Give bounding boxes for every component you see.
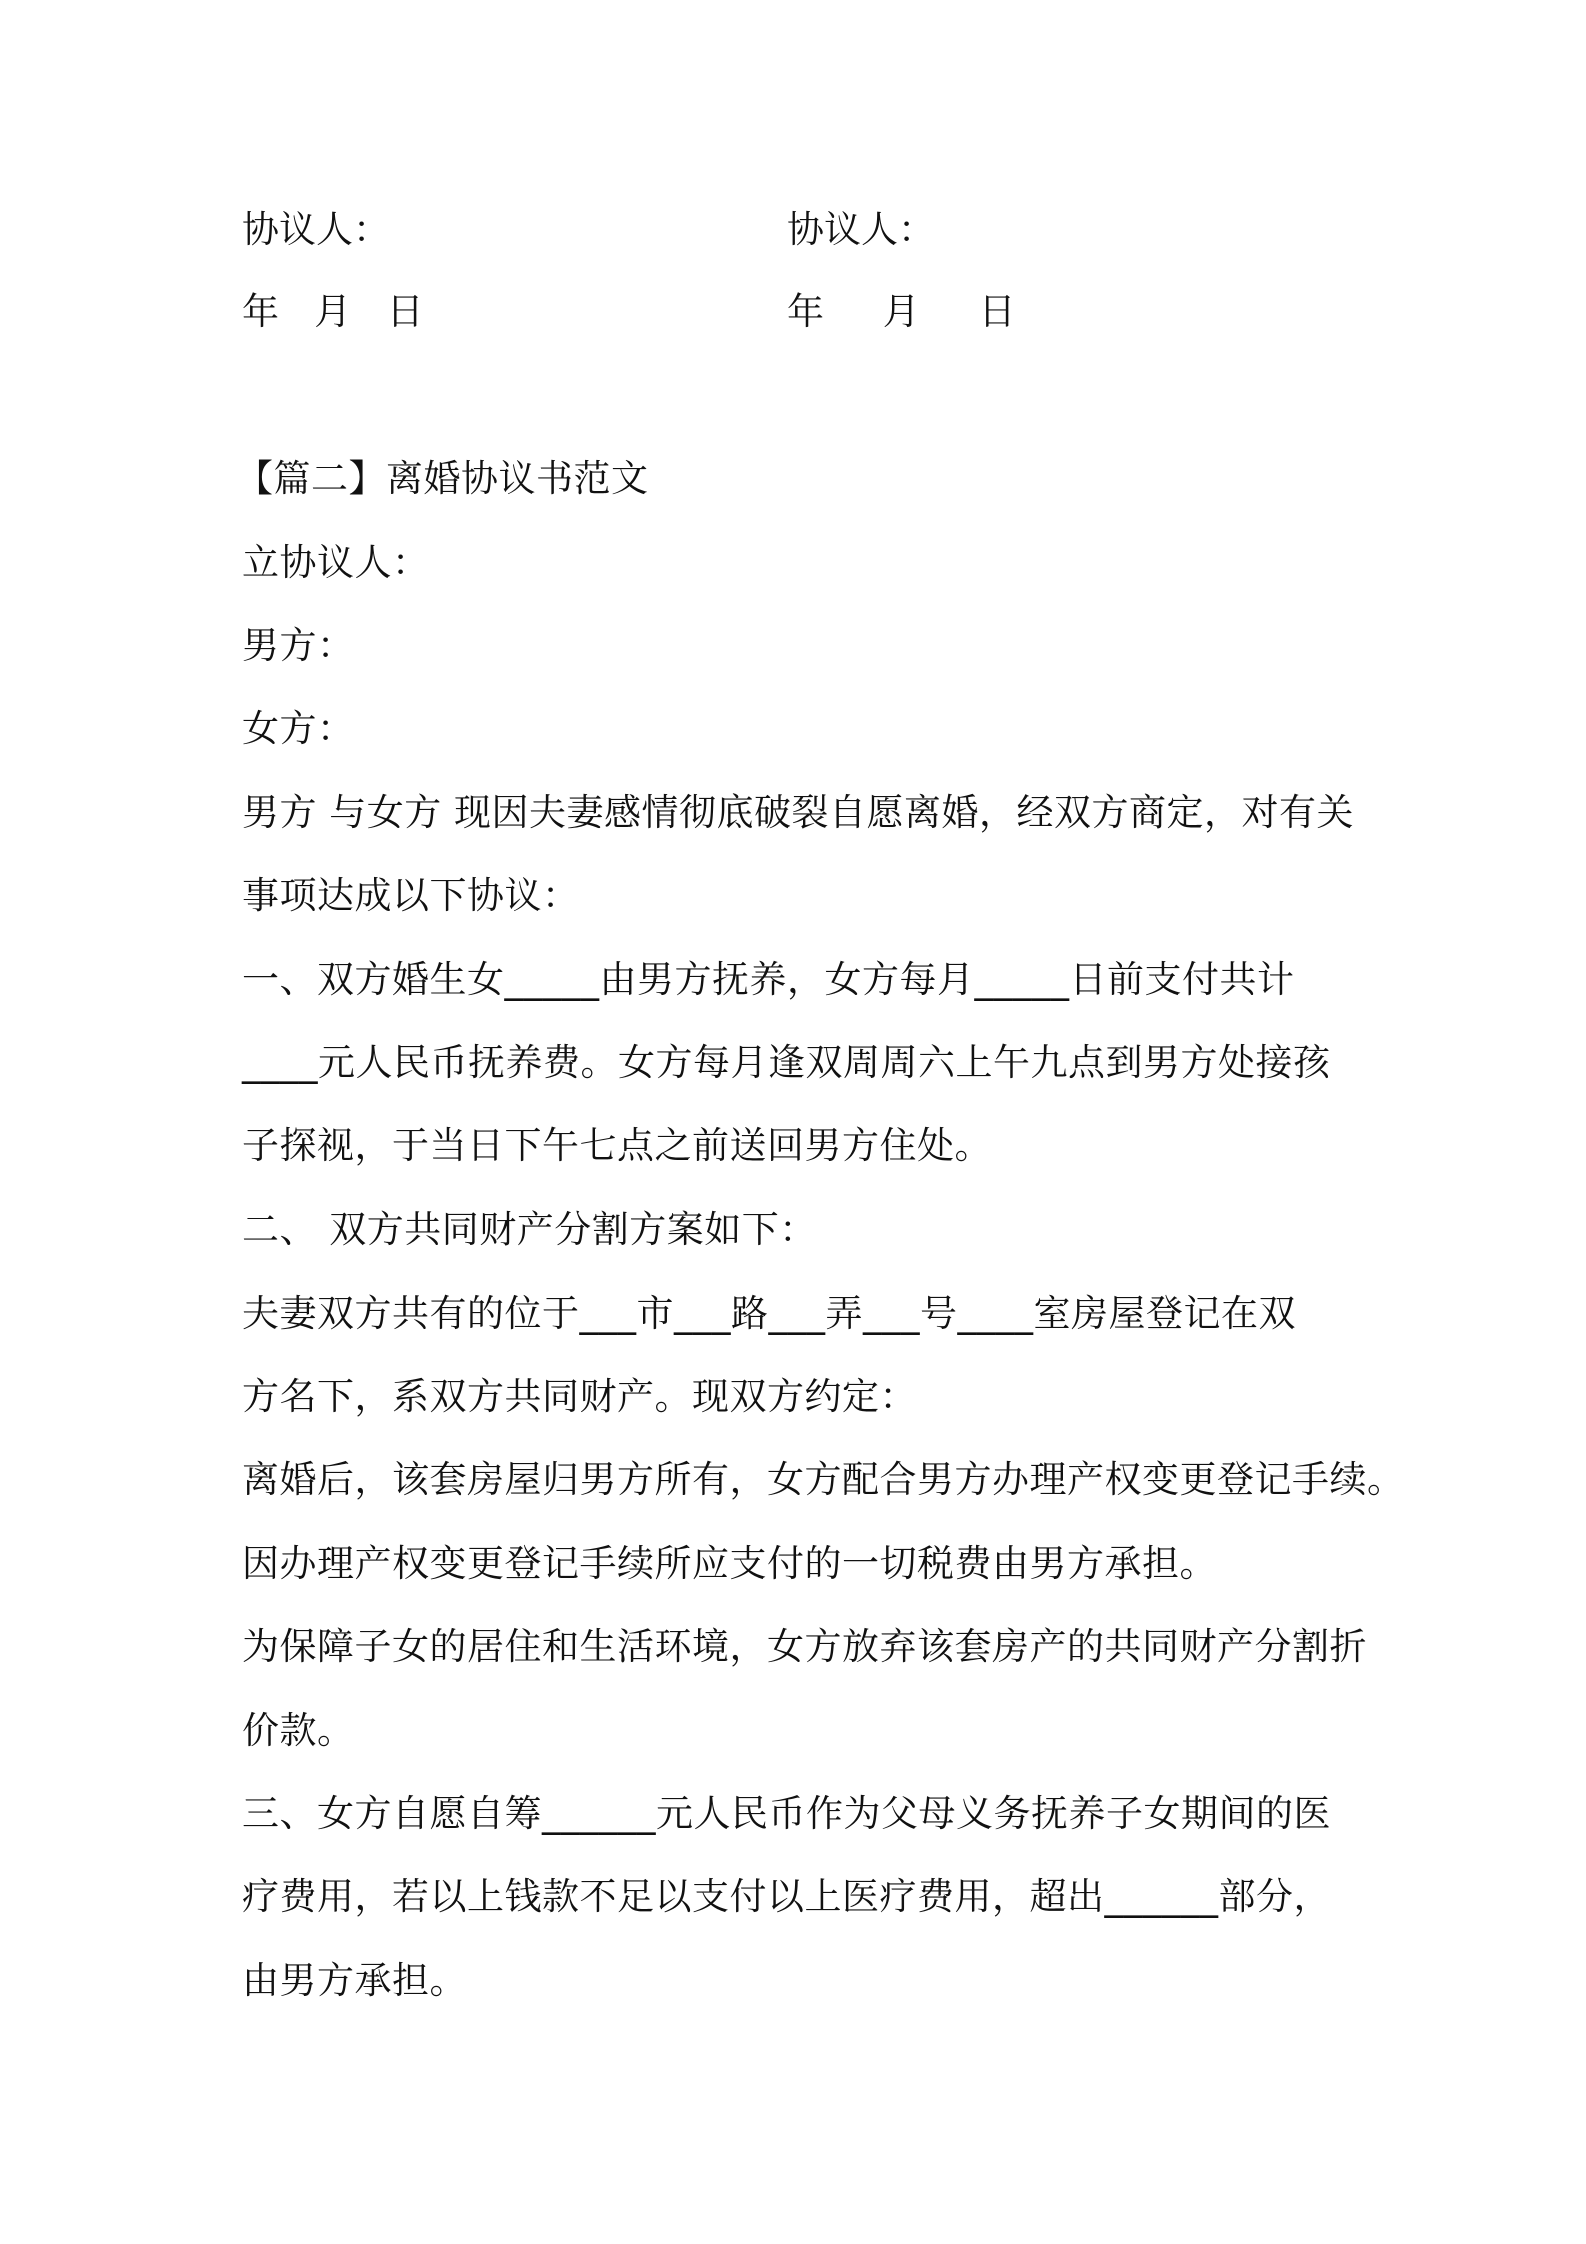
section-title: 【篇二】离婚协议书范文 <box>236 457 649 500</box>
clause-3-line-1: 三、女方自愿自筹______元人民币作为父母义务抚养子女期间的医 <box>242 1792 1331 1835</box>
left-signature-party: 协议人： <box>242 208 390 251</box>
clause-1-line-3: 子探视，于当日下午七点之前送回男方住处。 <box>242 1124 992 1167</box>
clause-2-line-6: 价款。 <box>242 1709 355 1752</box>
clause-2-line-5: 为保障子女的居住和生活环境，女方放弃该套房产的共同财产分割折 <box>242 1625 1367 1668</box>
clause-2-line-2: 方名下，系双方共同财产。现双方约定： <box>242 1375 917 1418</box>
female-party-line: 女方： <box>242 707 355 750</box>
intro-line-2: 事项达成以下协议： <box>242 874 580 917</box>
male-party-line: 男方： <box>242 624 355 667</box>
intro-line-1: 男方 与女方 现因夫妻感情彻底破裂自愿离婚，经双方商定，对有关 <box>242 791 1355 834</box>
agreement-party-line: 立协议人： <box>242 541 430 584</box>
clause-2-line-3: 离婚后，该套房屋归男方所有，女方配合男方办理产权变更登记手续。 <box>242 1458 1405 1501</box>
clause-2-line-1: 夫妻双方共有的位于___市___路___弄___号____室房屋登记在双 <box>242 1292 1296 1335</box>
left-signature-date: 年 月 日 <box>242 290 424 333</box>
clause-3-line-3: 由男方承担。 <box>242 1959 467 2002</box>
clause-1-line-2: ____元人民币抚养费。女方每月逢双周周六上午九点到男方处接孩 <box>242 1041 1331 1084</box>
right-signature-date: 年 月 日 <box>787 290 1016 333</box>
clause-2-title: 二、 双方共同财产分割方案如下： <box>242 1208 817 1251</box>
clause-2-line-4: 因办理产权变更登记手续所应支付的一切税费由男方承担。 <box>242 1542 1217 1585</box>
clause-3-line-2: 疗费用，若以上钱款不足以支付以上医疗费用，超出______部分， <box>242 1875 1331 1918</box>
right-signature-party: 协议人： <box>787 208 935 251</box>
clause-1-line-1: 一、双方婚生女_____由男方抚养，女方每月_____日前支付共计 <box>242 958 1295 1001</box>
